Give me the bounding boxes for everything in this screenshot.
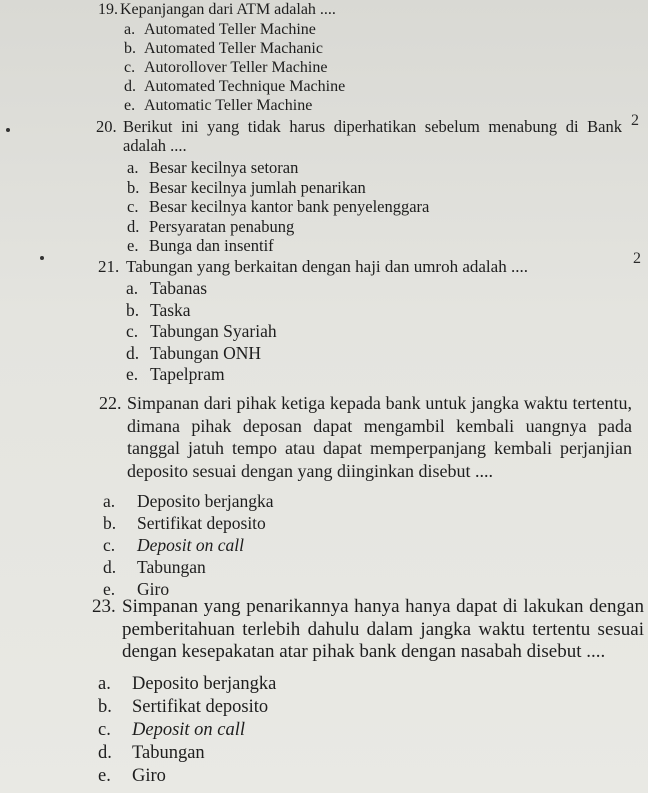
question-stem [98,0,518,19]
question-text: Simpanan dari pihak ketiga kepada bank untuk jangka waktu tertentu, dimana pihak deposan dapat mengambil kembali uangnya pada tanggal jatuh tempo atau dapat memperpanjang kembali perjanjian deposito sesuai dengan yang diinginkan disebut .... [127,393,632,481]
option-a[interactable]: a. Deposito berjangka [103,491,274,511]
question-23 [92,596,644,789]
option-d[interactable]: d. Automated Technique Machine [124,78,346,95]
option-a[interactable]: a. Deposito berjangka [98,673,277,694]
option-e[interactable]: e. Bunga dan insentif [127,236,274,256]
question-19 [98,0,518,115]
option-b[interactable]: b. Taska [126,299,191,320]
question-text: Simpanan yang penarikannya hanya hanya dapat di lakukan dengan pemberitahuan terlebih dahulu dalam jangka waktu tertentu sesuai dengan kesepakatan atar pihak bank dengan nasabah disebut .... [122,596,644,662]
option-c[interactable]: c. Tabungan Syariah [126,321,277,342]
option-d[interactable]: d. Tabungan [103,557,206,577]
option-c[interactable]: c. Besar kecilnya kantor bank penyelenggara [127,197,430,217]
question-number: 20. [96,117,117,136]
option-e[interactable]: e. Tapelpram [126,364,225,385]
option-a[interactable]: a. Besar kecilnya setoran [127,158,299,177]
margin-number: 2 [631,112,639,129]
option-b[interactable]: b. Automated Teller Machanic [124,40,323,57]
option-a[interactable]: a. Automated Teller Machine [124,21,316,38]
question-stem [99,392,632,482]
question-text: Berikut ini yang tidak harus diperhatikan sebelum menabung di Bank adalah .... [123,117,622,155]
question-stem [92,596,644,664]
margin-dot [40,256,44,260]
question-21 [98,257,598,386]
question-number: 23. [92,596,116,617]
option-d[interactable]: d. Tabungan [98,743,205,764]
question-20 [96,117,622,256]
option-d[interactable]: d. Tabungan ONH [126,342,262,363]
question-number: 21. [98,257,120,276]
option-c[interactable]: c. Deposit on call [103,535,244,555]
question-number: 19. [98,1,118,18]
option-e[interactable]: e. Giro [103,579,170,599]
option-c[interactable]: c. Deposit on call [98,719,246,740]
margin-number: 2 [633,250,641,267]
option-b[interactable]: b. Sertifikat deposito [103,513,266,533]
question-text: Kepanjangan dari ATM adalah .... [120,1,336,18]
option-e[interactable]: e. Automatic Teller Machine [124,97,313,114]
question-text: Tabungan yang berkaitan dengan haji dan umroh adalah .... [126,257,528,276]
margin-dot [6,128,10,132]
question-number: 22. [99,393,122,413]
question-stem [96,117,622,155]
question-stem [98,257,598,277]
option-b[interactable]: b. Besar kecilnya jumlah penarikan [127,177,366,197]
question-22 [99,392,632,600]
option-e[interactable]: e. Giro [98,766,166,787]
option-c[interactable]: c. Autorollover Teller Machine [124,59,328,76]
option-a[interactable]: a. Tabanas [126,278,208,298]
option-b[interactable]: b. Sertifikat deposito [98,696,269,717]
option-d[interactable]: d. Persyaratan penabung [127,216,295,236]
